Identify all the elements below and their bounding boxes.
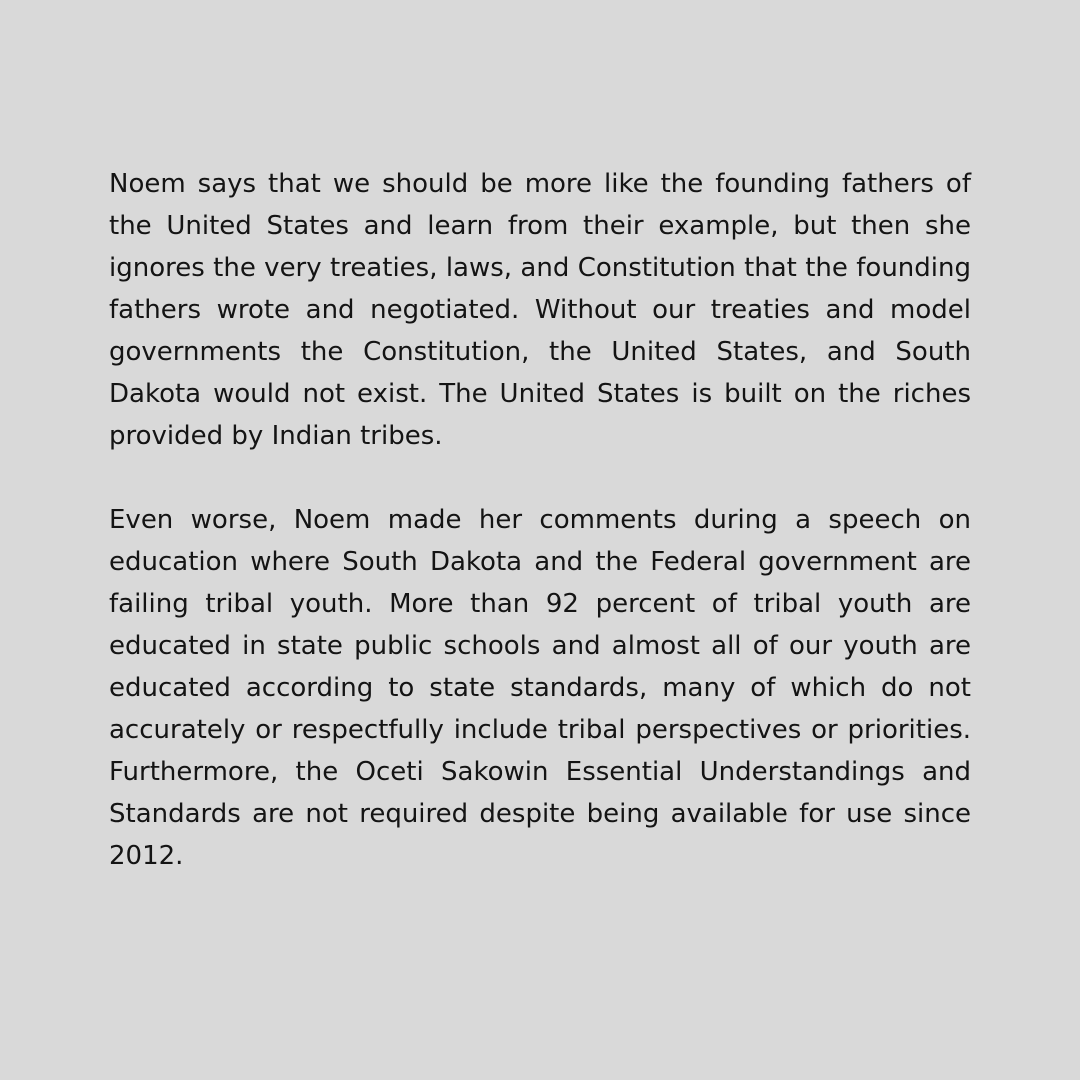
paragraph-education: Even worse, Noem made her comments during a speech on education where South Dakota and the Federal government are failing tribal youth. More than 92 percent of tribal youth are educated in state public schools and almost all of our youth are educated according to state standards, many of which do not accurately or respectfully include tribal perspectives or priorities. Furthermore, the Oceti Sakowin Essential Understandings and Standards are not required despite being available for use since 2012. xyxy=(109,505,971,871)
body-text xyxy=(109,163,971,877)
paragraph-founding-fathers: Noem says that we should be more like the founding fathers of the United States and learn from their example, but then she ignores the very treaties, laws, and Constitution that the founding fathers wrote and negotiated. Without our treaties and model governments the Constitution, the United States, and South Dakota would not exist. The United States is built on the riches provided by Indian tribes. xyxy=(109,169,971,451)
